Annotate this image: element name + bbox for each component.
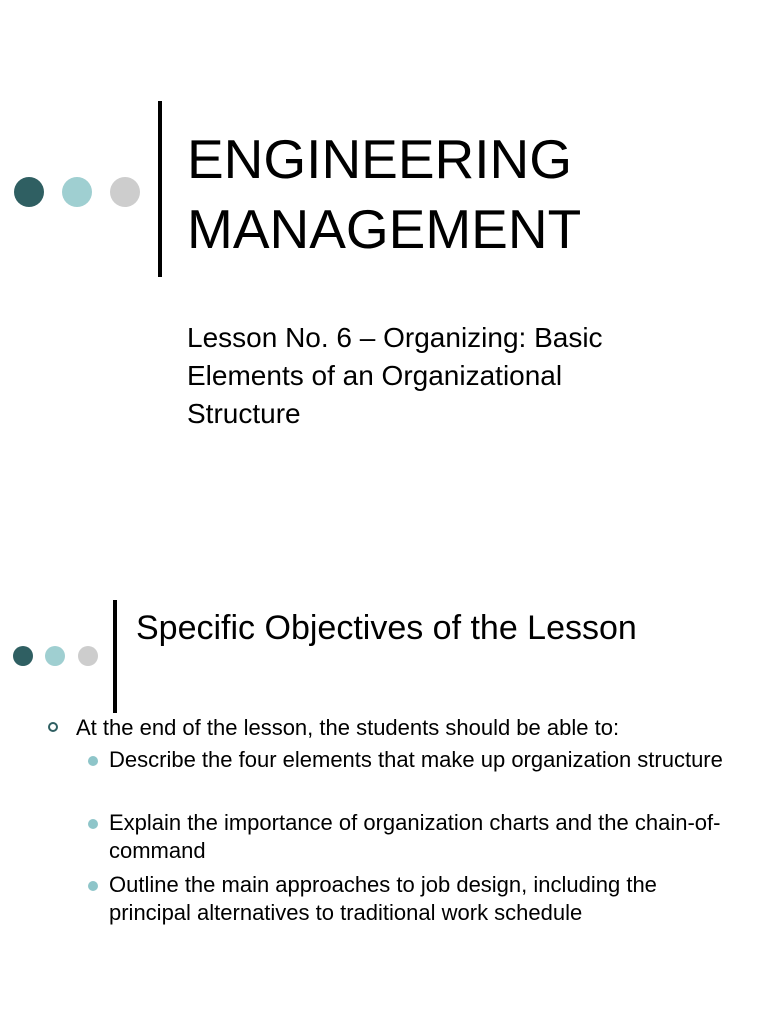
slide-subtitle: Lesson No. 6 – Organizing: Basic Elements of an Organizational Structure	[187, 322, 603, 429]
sub-bullet-dot-icon	[88, 756, 98, 766]
light-teal-dot-icon	[45, 646, 65, 666]
gray-dot-icon	[78, 646, 98, 666]
title-divider-line	[113, 600, 117, 713]
sub-bullet-dot-icon	[88, 881, 98, 891]
objective-item: Outline the main approaches to job design, including the principal alternatives to traditional work schedule	[109, 872, 657, 925]
gray-dot-icon	[110, 177, 140, 207]
ring-bullet-icon	[48, 722, 58, 732]
intro-bullet: At the end of the lesson, the students should be able to:	[76, 715, 620, 740]
slide-title: ENGINEERING MANAGEMENT	[187, 128, 582, 260]
objective-item: Explain the importance of organization charts and the chain-of-command	[109, 810, 721, 863]
dark-teal-dot-icon	[14, 177, 44, 207]
slide-title: Specific Objectives of the Lesson	[136, 609, 637, 647]
objective-item: Describe the four elements that make up organization structure	[109, 747, 723, 772]
light-teal-dot-icon	[62, 177, 92, 207]
dark-teal-dot-icon	[13, 646, 33, 666]
objectives-slide	[0, 512, 768, 1024]
title-divider-line	[158, 101, 162, 277]
sub-bullet-dot-icon	[88, 819, 98, 829]
